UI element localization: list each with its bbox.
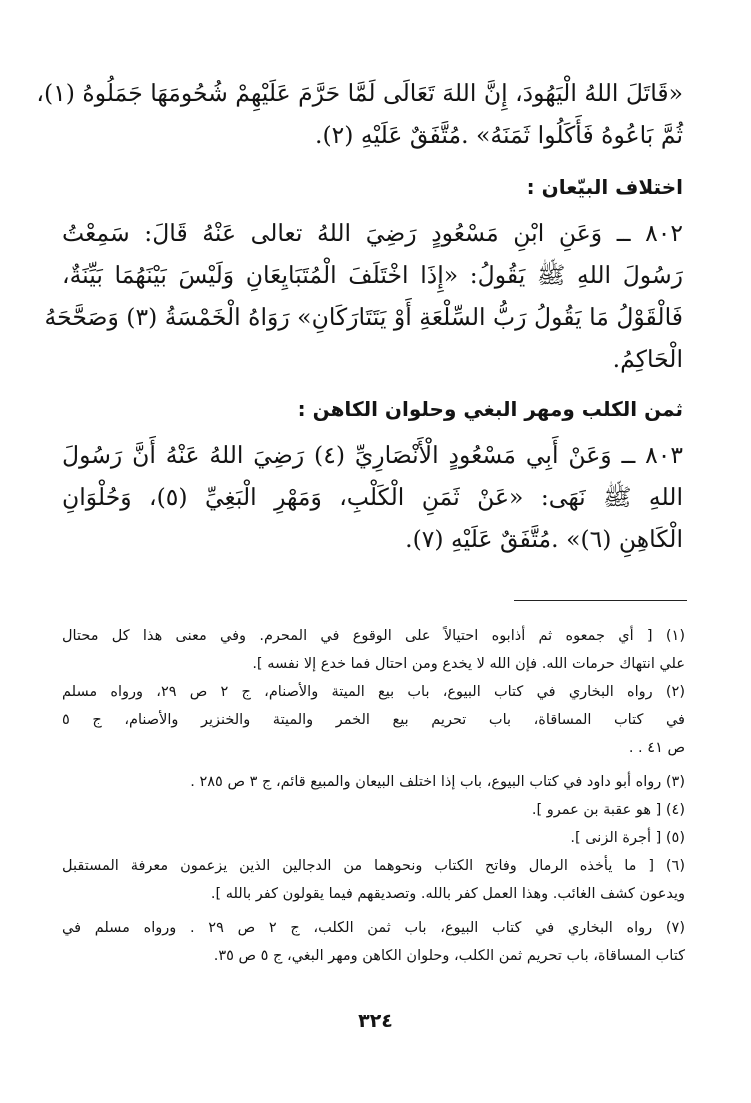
hadith-text-line: ٨٠٢ ــ وَعَنِ ابْنِ مَسْعُودٍ رَضِيَ اللهُ تعالى عَنْهُ قَالَ: سَمِعْتُ: [62, 219, 683, 247]
hadith-text-line: الْحَاكِمُ.: [612, 345, 683, 373]
footnote-line: (٥) [ أجرة الزنى ].: [570, 830, 685, 846]
footnote-6: [62, 852, 685, 908]
footnote-line: كتاب المساقاة، باب تحريم ثمن الكلب، وحلوان الكاهن ومهر البغي، ج ٥ ص ٣٥.: [213, 948, 685, 964]
footnote-line: (٤) [ هو عقبة بن عمرو ].: [531, 802, 685, 818]
page-number: ٣٢٤: [358, 1010, 393, 1032]
footnote-line: (٢) رواه البخاري في كتاب البيوع، باب بيع الميتة والأصنام، ج ٢ ص ٢٩، ورواه مسلم: [62, 684, 685, 700]
footnote-line: (٧) رواه البخاري في كتاب البيوع، باب ثمن الكلب، ج ٢ ص ٢٩ . ورواه مسلم في: [62, 920, 685, 936]
footnote-7: [62, 914, 685, 970]
hadith-text-line: الْكَاهِنِ (٦)» .مُتَّفَقٌ عَلَيْهِ (٧).: [405, 525, 683, 553]
section-heading: اختلاف البيّعان :: [526, 175, 683, 199]
hadith-text-line: فَالْقَوْلُ مَا يَقُولُ رَبُّ السِّلْعَةِ أَوْ يَتَتَارَكَانِ» رَوَاهُ الْخَمْسَةُ (٣) وَصَحَّحَهُ: [44, 303, 683, 331]
footnote-4: [62, 796, 685, 824]
footnote-line: علي انتهاك حرمات الله. فإن الله لا يخدع ومن احتال فما خدع إلا نفسه ].: [252, 656, 685, 672]
section-heading: ثمن الكلب ومهر البغي وحلوان الكاهن :: [297, 397, 683, 421]
footnote-line: ويدعون كشف الغائب. وهذا العمل كفر بالله. وتصديقهم فيما يقولون كفر بالله ].: [210, 886, 685, 902]
footnote-3: [62, 768, 685, 796]
footnote-line: (٦) [ ما يأخذه الرمال وفاتح الكتاب ونحوهما من الدجالين الذين يزعمون معرفة المستقبل: [62, 858, 685, 874]
hadith-text-line: «قَاتَلَ اللهُ الْيَهُودَ، إِنَّ اللهَ تَعَالَى لَمَّا حَرَّمَ عَلَيْهِمْ شُحُومَهَا جَمَلُوهُ (١)،: [36, 79, 683, 107]
footnote-5: [62, 824, 685, 852]
hadith-text-line: ثُمَّ بَاعُوهُ فَأَكَلُوا ثَمَنَهُ» .مُتَّفَقٌ عَلَيْهِ (٢).: [315, 121, 683, 149]
footnote-separator: [514, 600, 687, 601]
footnote-2: [62, 678, 685, 762]
main-text: [36, 72, 683, 560]
footnote-line: (٣) رواه أبو داود في كتاب البيوع، باب إذا اختلف البيعان والمبيع قائم، ج ٣ ص ٢٨٥ .: [190, 774, 685, 790]
footnote-1: [62, 622, 685, 678]
hadith-text-line: ٨٠٣ ــ وَعَنْ أَبِي مَسْعُودٍ الْأَنْصَارِيِّ (٤) رَضِيَ اللهُ عَنْهُ أَنَّ رَسُولَ: [62, 441, 683, 469]
footnote-line: (١) [ أي جمعوه ثم أذابوه احتيالاً على الوقوع في المحرم. وفي معنى هذا كل محتال: [62, 628, 685, 644]
footnote-line: في كتاب المساقاة، باب تحريم بيع الخمر والميتة والخنزير والأصنام، ج ٥: [62, 712, 685, 728]
footnotes: [62, 622, 685, 970]
hadith-text-line: اللهِ ﷺ نَهَى: «عَنْ ثَمَنِ الْكَلْبِ، وَمَهْرِ الْبَغِيِّ (٥)، وَحُلْوَانِ: [62, 483, 683, 511]
footnote-line: ص ٤١ . .: [628, 740, 685, 756]
hadith-text-line: رَسُولَ اللهِ ﷺ يَقُولُ: «إِذَا اخْتَلَفَ الْمُتَبَايِعَانِ وَلَيْسَ بَيْنَهُمَا بَيِّنَةٌ،: [62, 261, 683, 289]
